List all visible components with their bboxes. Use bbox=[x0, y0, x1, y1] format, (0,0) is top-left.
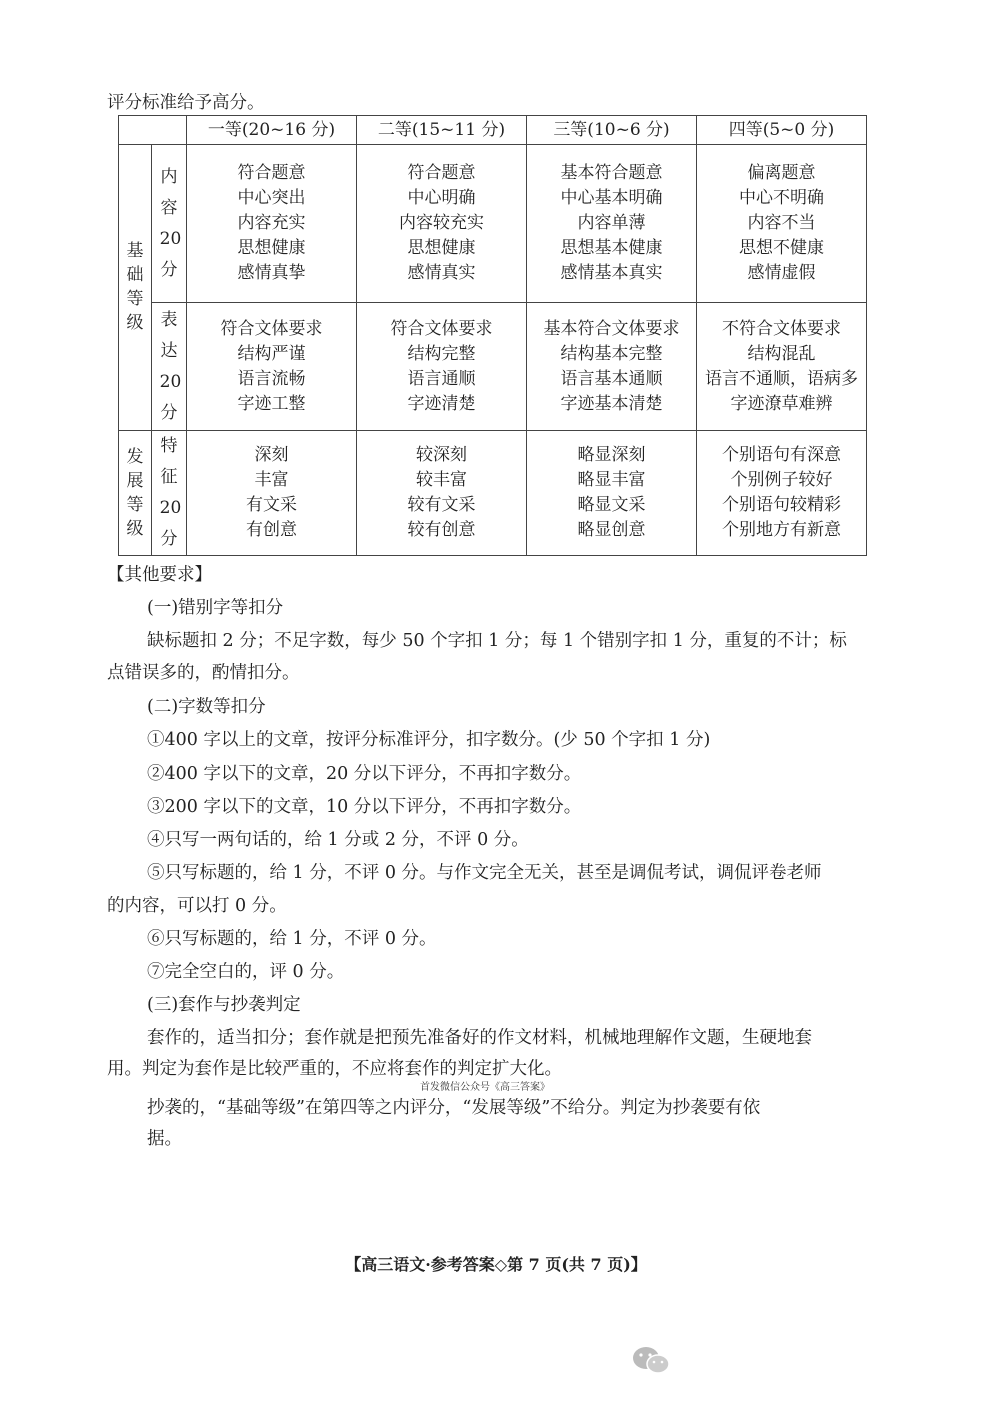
criteria-line: 深刻 bbox=[254, 445, 289, 465]
row-label: 表达20分 bbox=[159, 309, 182, 423]
criteria-cell bbox=[357, 145, 527, 303]
criteria-line: 字迹基本清楚 bbox=[560, 393, 663, 414]
list-item: ⑤只写标题的，给 1 分，不评 0 分。与作文完全无关，甚至是调侃考试，调侃评卷老师 bbox=[147, 863, 822, 883]
criteria-cell bbox=[527, 431, 697, 556]
criteria-line: 符合题意 bbox=[407, 163, 476, 183]
criteria-line: 思想基本健康 bbox=[560, 238, 663, 258]
criteria-line: 中心基本明确 bbox=[560, 188, 663, 208]
criteria-cell bbox=[527, 145, 697, 303]
criteria-line: 语言通顺 bbox=[407, 368, 476, 389]
criteria-line: 中心明确 bbox=[407, 188, 476, 208]
row-label-cell bbox=[152, 303, 187, 431]
criteria-line: 基本符合文体要求 bbox=[543, 318, 680, 339]
criteria-line: 内容较充实 bbox=[399, 213, 484, 233]
header-cell: 三等(10~6 分) bbox=[527, 116, 697, 145]
criteria-line: 符合题意 bbox=[237, 163, 306, 183]
criteria-line: 有创意 bbox=[246, 520, 297, 540]
group-label: 发展等级 bbox=[126, 446, 144, 539]
criteria-line: 中心突出 bbox=[237, 188, 306, 208]
row-label: 特征20分 bbox=[159, 436, 182, 549]
criteria-line: 内容不当 bbox=[747, 213, 816, 233]
criteria-line: 结构混乱 bbox=[747, 343, 816, 364]
list-item: ⑥只写标题的，给 1 分，不评 0 分。 bbox=[147, 929, 437, 949]
criteria-line: 字迹潦草难辨 bbox=[730, 393, 833, 414]
criteria-line: 符合文体要求 bbox=[390, 318, 493, 339]
criteria-line: 内容单薄 bbox=[577, 213, 646, 233]
criteria-line: 个别语句较精彩 bbox=[722, 495, 841, 515]
criteria-line: 语言基本通顺 bbox=[560, 368, 663, 389]
paragraph: 用。判定为套作是比较严重的，不应将套作的判定扩大化。 bbox=[107, 1059, 562, 1079]
criteria-line: 结构严谨 bbox=[237, 343, 306, 364]
criteria-line: 感情真挚 bbox=[237, 263, 306, 283]
intro-text: 评分标准给予高分。 bbox=[107, 93, 265, 113]
criteria-line: 个别语句有深意 bbox=[722, 445, 841, 465]
paragraph: 套作的，适当扣分；套作就是把预先准备好的作文材料，机械地理解作文题，生硬地套 bbox=[147, 1028, 812, 1048]
criteria-line: 结构完整 bbox=[407, 343, 476, 364]
criteria-line: 偏离题意 bbox=[747, 163, 816, 183]
criteria-line: 中心不明确 bbox=[739, 188, 824, 208]
criteria-line: 语言流畅 bbox=[237, 368, 306, 389]
watermark: 首发微信公众号《高三答案》 bbox=[420, 1082, 550, 1093]
header-cell: 二等(15~11 分) bbox=[357, 116, 527, 145]
group-label: 基础等级 bbox=[126, 241, 144, 333]
list-item: 的内容，可以打 0 分。 bbox=[107, 896, 287, 916]
criteria-cell bbox=[697, 431, 867, 556]
row-label-cell bbox=[152, 431, 187, 556]
section-heading: 【其他要求】 bbox=[107, 565, 212, 585]
list-item: ⑦完全空白的，评 0 分。 bbox=[147, 962, 345, 982]
table-corner bbox=[119, 116, 187, 145]
row-label: 内容20分 bbox=[159, 166, 182, 280]
list-item: ③200 字以下的文章，10 分以下评分，不再扣字数分。 bbox=[147, 797, 582, 817]
subheading: (一)错别字等扣分 bbox=[147, 598, 284, 618]
criteria-line: 略显丰富 bbox=[577, 470, 646, 490]
criteria-line: 个别例子较好 bbox=[730, 470, 833, 490]
criteria-line: 略显文采 bbox=[577, 495, 646, 515]
criteria-cell bbox=[187, 431, 357, 556]
criteria-cell bbox=[187, 145, 357, 303]
criteria-line: 个别地方有新意 bbox=[722, 520, 841, 540]
wechat-icon bbox=[632, 1345, 672, 1381]
subheading: (二)字数等扣分 bbox=[147, 697, 266, 717]
list-item: ②400 字以下的文章，20 分以下评分，不再扣字数分。 bbox=[147, 764, 582, 784]
page-footer: 【高三语文·参考答案◇第 7 页(共 7 页)】 bbox=[345, 1255, 647, 1274]
criteria-line: 基本符合题意 bbox=[560, 163, 663, 183]
criteria-line: 不符合文体要求 bbox=[722, 318, 841, 339]
criteria-line: 语言不通顺，语病多 bbox=[705, 368, 858, 389]
list-item: ①400 字以上的文章，按评分标准评分，扣字数分。(少 50 个字扣 1 分) bbox=[147, 730, 711, 750]
group-label-cell bbox=[119, 145, 152, 431]
criteria-cell bbox=[187, 303, 357, 431]
criteria-line: 丰富 bbox=[254, 470, 289, 490]
criteria-line: 结构基本完整 bbox=[560, 343, 663, 364]
criteria-line: 符合文体要求 bbox=[220, 318, 323, 339]
criteria-line: 感情真实 bbox=[407, 263, 476, 283]
criteria-line: 思想不健康 bbox=[739, 238, 824, 258]
header-cell: 四等(5~0 分) bbox=[697, 116, 867, 145]
criteria-line: 字迹工整 bbox=[237, 393, 306, 414]
paragraph: 点错误多的，酌情扣分。 bbox=[107, 663, 300, 683]
criteria-line: 较丰富 bbox=[416, 470, 467, 490]
paragraph: 抄袭的，“基础等级”在第四等之内评分，“发展等级”不给分。判定为抄袭要有依 bbox=[147, 1098, 761, 1118]
criteria-line: 较有创意 bbox=[407, 520, 476, 540]
criteria-cell bbox=[697, 145, 867, 303]
header-cell: 一等(20~16 分) bbox=[187, 116, 357, 145]
criteria-line: 思想健康 bbox=[407, 238, 476, 258]
subheading: (三)套作与抄袭判定 bbox=[147, 995, 301, 1015]
criteria-line: 略显深刻 bbox=[577, 445, 646, 465]
criteria-cell bbox=[357, 431, 527, 556]
criteria-cell bbox=[697, 303, 867, 431]
criteria-line: 思想健康 bbox=[237, 238, 306, 258]
paragraph: 据。 bbox=[147, 1129, 182, 1149]
paragraph: 缺标题扣 2 分；不足字数，每少 50 个字扣 1 分；每 1 个错别字扣 1 分，重复的不计；标 bbox=[147, 631, 847, 651]
row-label-cell bbox=[152, 145, 187, 303]
criteria-line: 较深刻 bbox=[416, 445, 467, 465]
scoring-table bbox=[118, 115, 867, 556]
group-label-cell bbox=[119, 431, 152, 556]
criteria-cell bbox=[357, 303, 527, 431]
list-item: ④只写一两句话的，给 1 分或 2 分，不评 0 分。 bbox=[147, 830, 529, 850]
criteria-cell bbox=[527, 303, 697, 431]
criteria-line: 字迹清楚 bbox=[407, 393, 476, 414]
criteria-line: 感情虚假 bbox=[747, 263, 816, 283]
criteria-line: 感情基本真实 bbox=[560, 263, 663, 283]
criteria-line: 略显创意 bbox=[577, 520, 646, 540]
criteria-line: 内容充实 bbox=[237, 213, 306, 233]
criteria-line: 有文采 bbox=[246, 495, 297, 515]
criteria-line: 较有文采 bbox=[407, 495, 476, 515]
